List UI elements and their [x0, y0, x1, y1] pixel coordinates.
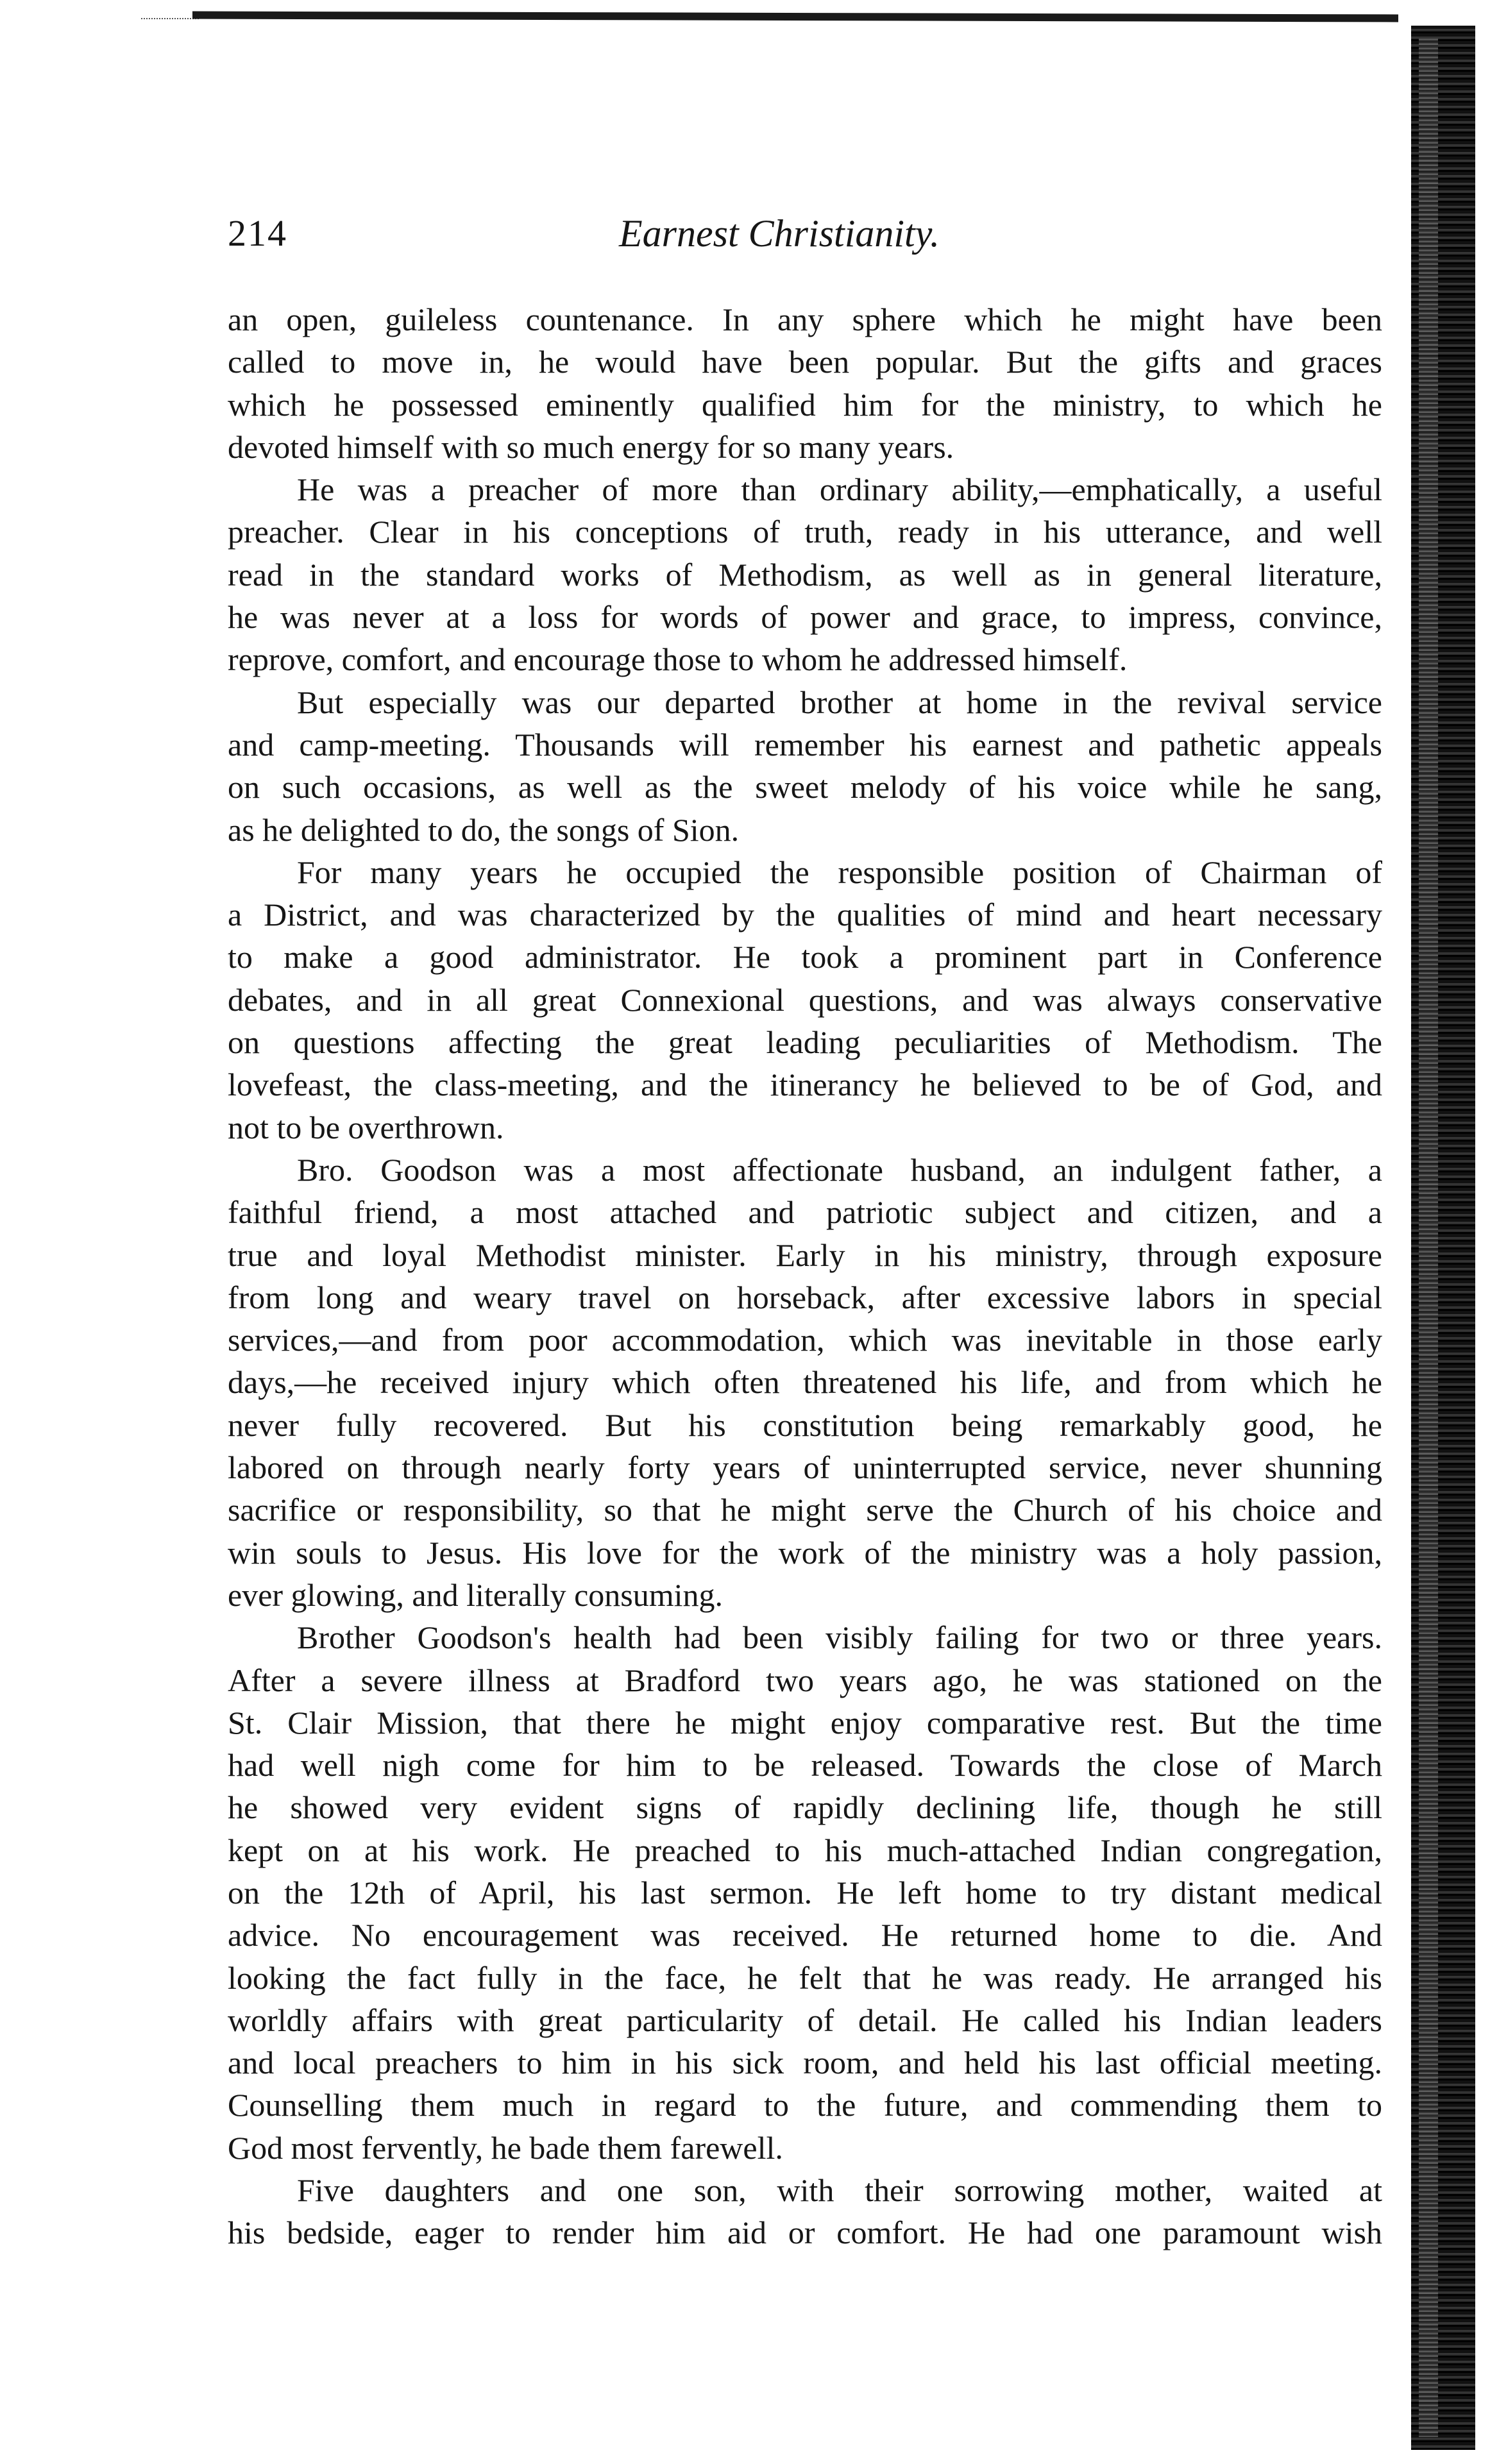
text-line: he showed very evident signs of rapidly declining life, though he still [228, 1789, 1382, 1826]
text-line: debates, and in all great Connexional questions, and was always conservative [228, 981, 1382, 1018]
text-line: advice. No encouragement was received. He returned home to die. And [228, 1917, 1382, 1953]
text-line: true and loyal Methodist minister. Early in his ministry, through exposure [228, 1236, 1382, 1273]
text-line: St. Clair Mission, that there he might enjoy comparative rest. But the time [228, 1704, 1382, 1741]
text-line: reprove, comfort, and encourage those to whom he addressed himself. [228, 641, 1128, 678]
text-line: Counselling them much in regard to the future, and commending them to [228, 2087, 1382, 2123]
text-line: to make a good administrator. He took a prominent part in Conference [228, 939, 1382, 975]
text-line: had well nigh come for him to be released. Towards the close of March [228, 1747, 1382, 1784]
text-line: God most fervently, he bade them farewell. [228, 2129, 783, 2166]
text-line: After a severe illness at Bradford two years ago, he was stationed on the [228, 1662, 1382, 1698]
text-line: called to move in, he would have been popular. But the gifts and graces [228, 344, 1382, 380]
text-line: his bedside, eager to render him aid or comfort. He had one paramount wish [228, 2215, 1382, 2251]
text-line: lovefeast, the class-meeting, and the itinerancy he believed to be of God, and [228, 1067, 1382, 1103]
text-line: Five daughters and one son, with their sorrowing mother, waited at [297, 2172, 1382, 2209]
text-line: But especially was our departed brother at home in the revival service [297, 684, 1382, 720]
text-line: looking the fact fully in the face, he felt that he was ready. He arranged his [228, 1959, 1382, 1996]
text-line: he was never at a loss for words of power and grace, to impress, convince, [228, 599, 1382, 636]
text-line: preacher. Clear in his conceptions of truth, ready in his utterance, and well [228, 514, 1382, 550]
text-line: and camp-meeting. Thousands will remember his earnest and pathetic appeals [228, 726, 1382, 763]
text-line: sacrifice or responsibility, so that he might serve the Church of his choice and [228, 1492, 1382, 1528]
page-header [228, 212, 1395, 263]
top-dotted-rule [141, 18, 199, 21]
text-line: Brother Goodson's health had been visibly failing for two or three years. [297, 1619, 1382, 1656]
text-line: not to be overthrown. [228, 1109, 504, 1145]
text-line: which he possessed eminently qualified him for the ministry, to which he [228, 386, 1382, 423]
text-line: as he delighted to do, the songs of Sion. [228, 811, 740, 848]
text-line: faithful friend, a most attached and patriotic subject and citizen, and a [228, 1194, 1382, 1231]
page-number: 214 [228, 212, 287, 254]
text-line: and local preachers to him in his sick room, and held his last official meeting. [228, 2045, 1382, 2081]
text-line: Bro. Goodson was a most affectionate husband, an indulgent father, a [297, 1151, 1382, 1188]
text-line: read in the standard works of Methodism, as well as in general literature, [228, 556, 1382, 593]
text-line: labored on through nearly forty years of uninterrupted service, never shunning [228, 1449, 1382, 1486]
text-line: For many years he occupied the responsible position of Chairman of [297, 854, 1382, 890]
text-line: kept on at his work. He preached to his much-attached Indian congregation, [228, 1832, 1382, 1868]
text-line: days,—he received injury which often threatened his life, and from which he [228, 1364, 1382, 1401]
text-line: an open, guileless countenance. In any sphere which he might have been [228, 301, 1382, 337]
text-line: worldly affairs with great particularity of detail. He called his Indian leaders [228, 2002, 1382, 2038]
text-line: a District, and was characterized by the qualities of mind and heart necessary [228, 897, 1382, 933]
text-line: ever glowing, and literally consuming. [228, 1576, 724, 1613]
top-border-rule [192, 12, 1398, 22]
text-line: on questions affecting the great leading peculiarities of Methodism. The [228, 1024, 1382, 1061]
text-line: devoted himself with so much energy for so many years. [228, 428, 954, 465]
running-title: Earnest Christianity. [619, 212, 940, 255]
body-text [228, 298, 1382, 2254]
text-line: on the 12th of April, his last sermon. He left home to try distant medical [228, 1874, 1382, 1911]
text-line: win souls to Jesus. His love for the work of the ministry was a holy passion, [228, 1534, 1382, 1571]
text-line: never fully recovered. But his constitution being remarkably good, he [228, 1406, 1382, 1443]
page-edge-texture [1419, 38, 1438, 2437]
text-line: He was a preacher of more than ordinary ability,—emphatically, a useful [297, 471, 1382, 508]
text-line: from long and weary travel on horseback, after excessive labors in special [228, 1279, 1382, 1315]
text-line: services,—and from poor accommodation, which was inevitable in those early [228, 1322, 1382, 1358]
text-line: on such occasions, as well as the sweet melody of his voice while he sang, [228, 769, 1382, 806]
